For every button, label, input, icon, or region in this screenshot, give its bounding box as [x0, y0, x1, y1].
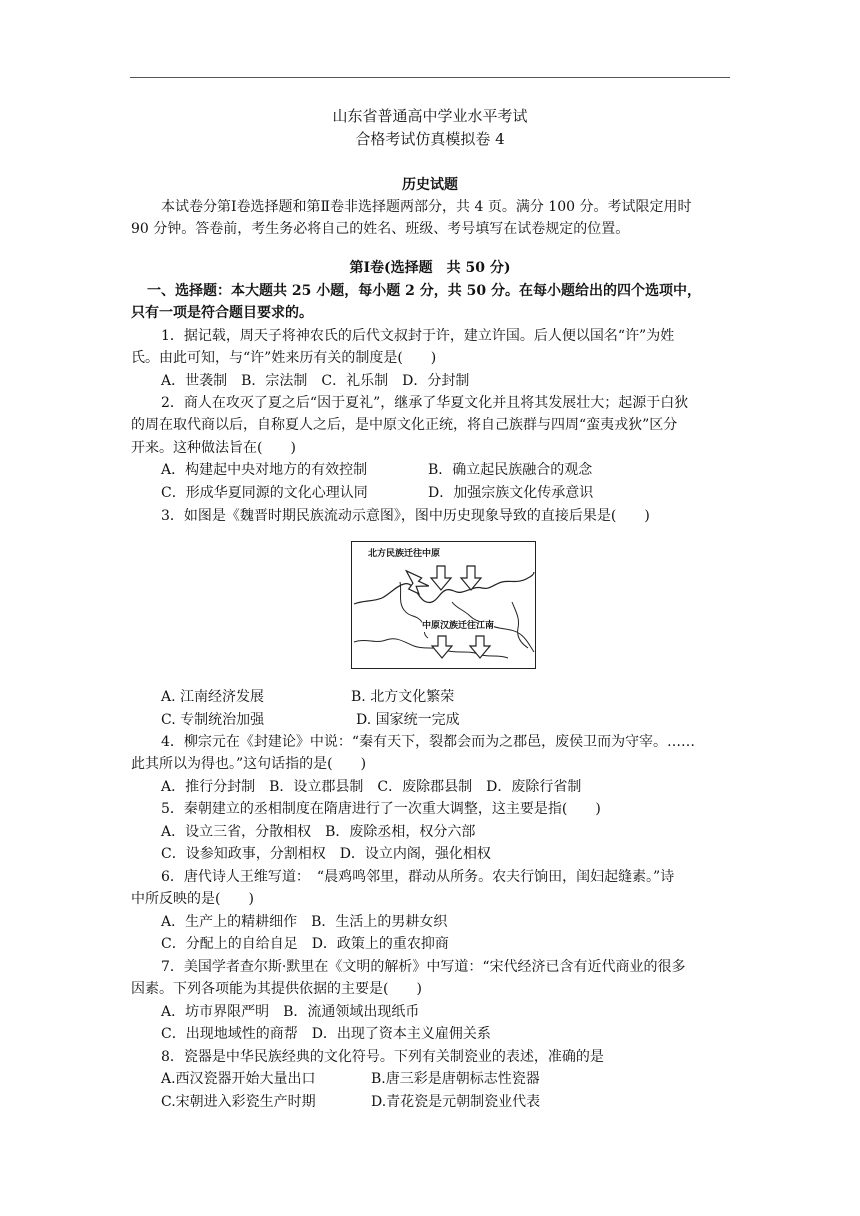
arrow-icon [431, 566, 451, 590]
question-1-stem: 氏。由此可知，与“许”姓来历有关的制度是( ) [131, 350, 437, 366]
exam-title: 山东省普通高中学业水平考试 [332, 107, 528, 125]
question-5-options: C．设参知政事，分割相权 D．设立内阁，强化相权 [161, 846, 491, 862]
question-8-stem: 8．瓷器是中华民族经典的文化符号。下列有关制瓷业的表述，准确的是 [161, 1049, 604, 1065]
arrow-icon [470, 636, 490, 658]
question-7-options: C．出现地域性的商帮 D．出现了资本主义雇佣关系 [161, 1026, 491, 1042]
migration-map [351, 541, 536, 669]
question-7-stem: 因素。下列各项能为其提供依据的主要是( ) [131, 981, 422, 997]
north-arrows [402, 565, 481, 596]
question-2-option-a: A．构建起中央对地方的有效控制 [161, 462, 368, 478]
intro-line: 90 分钟。答卷前，考生务必将自己的姓名、班级、考号填写在试卷规定的位置。 [131, 221, 630, 237]
arrow-icon [461, 566, 481, 590]
question-5-stem: 5．秦朝建立的丞相制度在隋唐进行了一次重大调整，这主要是指( ) [161, 801, 601, 817]
question-7-options: A．坊市界限严明 B．流通领域出现纸币 [161, 1004, 420, 1020]
question-6-stem: 中所反映的是( ) [131, 891, 254, 907]
section-instructions: 只有一项是符合题目要求的。 [131, 305, 313, 321]
question-6-options: A．生产上的精耕细作 B．生活上的男耕女织 [161, 914, 448, 930]
map-label-south: 中原汉族迁往江南 [422, 621, 495, 631]
arrow-icon [432, 636, 452, 658]
question-5-options: A．设立三省，分散相权 B．废除丞相，权分六部 [161, 824, 476, 840]
question-2-stem: 的周在取代商以后，自称夏人之后，是中原文化正统，将自己族群与四周“蛮夷戎狄”区分 [131, 417, 678, 433]
map-drawing [352, 542, 535, 668]
map-line [512, 602, 528, 648]
exam-subtitle: 合格考试仿真模拟卷 4 [355, 130, 505, 148]
question-4-options: A．推行分封制 B．设立郡县制 C．废除郡县制 D．废除行省制 [161, 779, 582, 795]
question-2-option-b: B．确立起民族融合的观念 [428, 462, 593, 478]
question-8-option-c: C.宋朝进入彩瓷生产时期 [161, 1094, 316, 1110]
question-8-option-a: A.西汉瓷器开始大量出口 [161, 1071, 316, 1087]
question-3-stem: 3．如图是《魏晋时期民族流动示意图》，图中历史现象导致的直接后果是( ) [161, 508, 650, 524]
question-6-stem: 6．唐代诗人王维写道： “晨鸡鸣邻里，群动从所务。农夫行饷田，闺妇起缝素。”诗 [161, 869, 675, 885]
subject-title: 历史试题 [402, 177, 458, 193]
question-2-stem: 开来。这种做法旨在( ) [131, 440, 296, 456]
question-8-option-d: D.青花瓷是元朝制瓷业代表 [371, 1094, 541, 1110]
map-label-north: 北方民族迁往中原 [368, 549, 441, 559]
question-2-stem: 2．商人在攻灭了夏之后“因于夏礼”，继承了华夏文化并且将其发展壮大；起源于白狄 [161, 395, 689, 411]
question-4-stem: 4．柳宗元在《封建论》中说：“秦有天下，裂都会而为之郡邑，废侯卫而为守宰。…… [161, 734, 696, 750]
question-8-option-b: B.唐三彩是唐朝标志性瓷器 [371, 1071, 540, 1087]
section-instructions: 一、选择题：本大题共 25 小题，每小题 2 分，共 50 分。在每小题给出的四个选项中， [147, 283, 701, 299]
question-1-stem: 1．据记载，周天子将神农氏的后代文叔封于许，建立许国。后人便以国名“许”为姓 [161, 328, 675, 344]
south-arrows [432, 636, 490, 658]
question-3-option-b: B. 北方文化繁荣 [351, 689, 455, 705]
section-title: 第Ⅰ卷(选择题 共 50 分) [349, 260, 511, 276]
question-3-option-d: D. 国家统一完成 [356, 712, 460, 728]
question-4-stem: 此其所以为得也。”这句话指的是( ) [131, 756, 367, 772]
question-2-option-c: C．形成华夏同源的文化心理认同 [161, 485, 368, 501]
question-3-option-c: C. 专制统治加强 [161, 712, 265, 728]
question-7-stem: 7．美国学者查尔斯·默里在《文明的解析》中写道：“宋代经济已含有近代商业的很多 [161, 959, 686, 975]
arrow-icon [402, 565, 430, 596]
question-3-option-a: A. 江南经济发展 [161, 689, 265, 705]
question-1-options: A．世袭制 B．宗法制 C．礼乐制 D．分封制 [161, 373, 470, 389]
intro-line: 本试卷分第Ⅰ卷选择题和第Ⅱ卷非选择题两部分，共 4 页。满分 100 分。考试限定用时 [161, 199, 692, 215]
header-rule [130, 77, 730, 78]
question-2-option-d: D．加强宗族文化传承意识 [428, 485, 594, 501]
question-6-options: C．分配上的自给自足 D．政策上的重农抑商 [161, 936, 449, 952]
